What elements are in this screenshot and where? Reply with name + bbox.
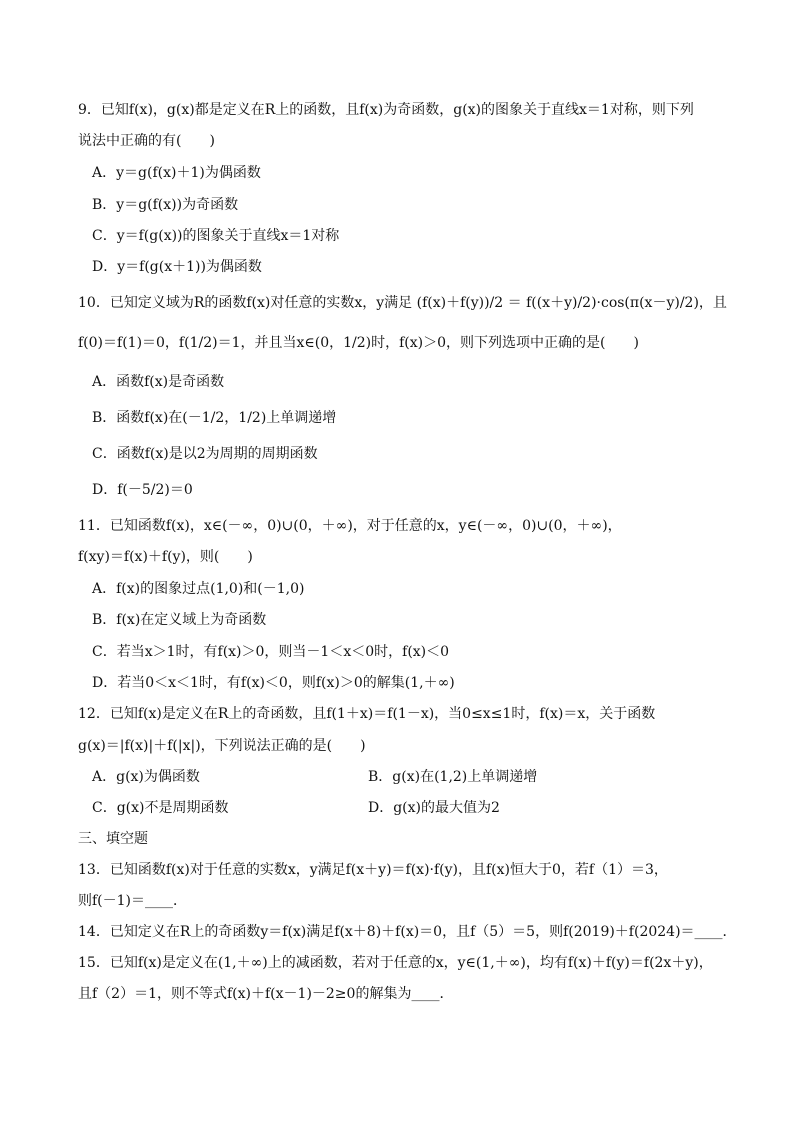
q9-stem-line1: 9．已知f(x)，g(x)都是定义在R上的函数，且f(x)为奇函数，g(x)的图象关于直线x＝1对称，则下列: [78, 102, 694, 118]
q11-option-c: C．若当x＞1时，有f(x)＞0，则当－1＜x＜0时，f(x)＜0: [92, 644, 450, 660]
q14-stem: 14．已知定义在R上的奇函数y＝f(x)满足f(x＋8)＋f(x)＝0，且f（5）＝5，则f(2019)＋f(2024)＝____．: [78, 924, 737, 940]
q12-option-c: C．g(x)不是周期函数: [92, 800, 229, 816]
q10-option-a: A．函数f(x)是奇函数: [92, 374, 225, 390]
q12-option-a: A．g(x)为偶函数: [92, 769, 200, 785]
q15-stem-line2: 且f（2）＝1，则不等式f(x)＋f(x－1)－2≥0的解集为____．: [78, 986, 454, 1002]
q15-stem-line1: 15．已知f(x)是定义在(1,＋∞)上的减函数，若对于任意的x，y∈(1,＋∞)，均有f(x)＋f(y)＝f(2x＋y)，: [78, 955, 713, 971]
q12-stem-line1: 12．已知f(x)是定义在R上的奇函数，且f(1＋x)＝f(1－x)，当0≤x≤1时，f(x)＝x，关于函数: [78, 706, 656, 722]
q9-option-b: B．y＝g(f(x))为奇函数: [92, 197, 239, 213]
q11-stem-line2: f(xy)＝f(x)＋f(y)，则( ): [78, 549, 253, 565]
q9-option-a: A．y＝g(f(x)＋1)为偶函数: [92, 165, 261, 181]
q9-option-d: D．y＝f(g(x＋1))为偶函数: [92, 259, 262, 275]
q13-stem-line2: 则f(－1)＝____．: [78, 893, 188, 909]
q12-stem-line2: g(x)＝|f(x)|＋f(|x|)，下列说法正确的是( ): [78, 738, 366, 754]
q11-option-b: B．f(x)在定义域上为奇函数: [92, 612, 267, 628]
q9-option-c: C．y＝f(g(x))的图象关于直线x＝1对称: [92, 228, 340, 244]
q12-option-b: B．g(x)在(1,2)上单调递增: [368, 769, 538, 785]
q10-option-d: D．f(－5/2)＝0: [92, 482, 193, 498]
q11-option-a: A．f(x)的图象过点(1,0)和(－1,0): [92, 581, 305, 597]
q10-stem-line2: f(0)＝f(1)＝0，f(1/2)＝1，并且当x∈(0，1/2)时，f(x)＞0，则下列选项中正确的是( ): [78, 335, 639, 351]
q12-option-d: D．g(x)的最大值为2: [368, 800, 500, 816]
q11-option-d: D．若当0＜x＜1时，有f(x)＜0，则f(x)＞0的解集(1,＋∞): [92, 675, 455, 691]
q13-stem-line1: 13．已知函数f(x)对于任意的实数x，y满足f(x＋y)＝f(x)·f(y)，且f(x)恒大于0，若f（1）＝3，: [78, 862, 668, 878]
q10-stem-line1: 10．已知定义域为R的函数f(x)对任意的实数x，y满足 (f(x)＋f(y))/2 ＝ f((x＋y)/2)·cos(π(x－y)/2)，且: [78, 295, 727, 311]
q10-option-b: B．函数f(x)在(－1/2，1/2)上单调递增: [92, 410, 337, 426]
q9-stem-line2: 说法中正确的有( ): [78, 133, 215, 149]
q10-option-c: C．函数f(x)是以2为周期的周期函数: [92, 446, 318, 462]
section-heading-fill-in: 三、填空题: [78, 831, 148, 847]
q11-stem-line1: 11．已知函数f(x)，x∈(－∞，0)∪(0，＋∞)，对于任意的x，y∈(－∞，0)∪(0，＋∞)，: [78, 518, 622, 534]
